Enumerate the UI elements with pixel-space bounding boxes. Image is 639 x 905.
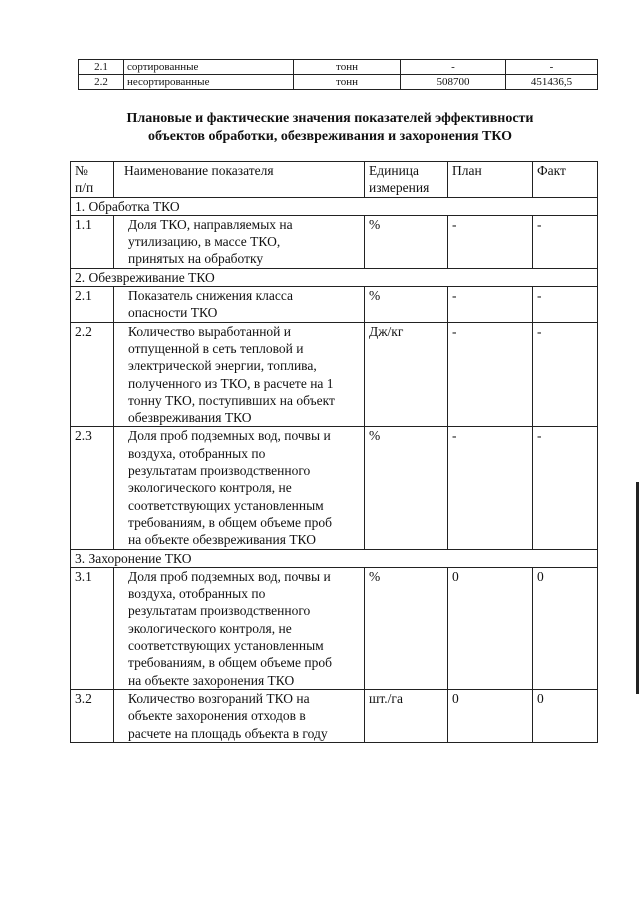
row-name: Количество выработанной и отпущенной в сеть тепловой и электрической энергии, топлива, полученного из ТКО, в расчете на 1 тонну ТКО, поступивших на объект обезвреживания ТКО (114, 322, 365, 427)
row-fact: - (533, 427, 598, 549)
section-heading: 1. Обработка ТКО (71, 197, 598, 215)
row-plan: - (401, 60, 506, 75)
section-heading: 3. Захоронение ТКО (71, 549, 598, 567)
section-title (60, 110, 600, 146)
row-unit: % (365, 567, 448, 689)
table-row (79, 75, 598, 90)
row-number: 2.2 (71, 322, 114, 427)
row-plan: - (448, 427, 533, 549)
row-number: 2.1 (71, 287, 114, 323)
row-number: 2.1 (79, 60, 124, 75)
row-plan: - (448, 287, 533, 323)
row-name: Доля ТКО, направляемых на утилизацию, в массе ТКО, принятых на обработку (114, 215, 365, 268)
table-row (71, 215, 598, 268)
table-row (71, 322, 598, 427)
row-fact: - (533, 322, 598, 427)
row-number: 1.1 (71, 215, 114, 268)
row-plan: - (448, 215, 533, 268)
row-name: Количество возгораний ТКО на объекте захоронения отходов в расчете на площадь объекта в году (114, 689, 365, 742)
row-unit: % (365, 287, 448, 323)
header-name: Наименование показателя (114, 162, 365, 198)
row-name: Доля проб подземных вод, почвы и воздуха, отобранных по результатам производственного экологического контроля, не соответствующих установленным требованиям, в общем объеме проб на объекте захоронения ТКО (114, 567, 365, 689)
table-row (79, 60, 598, 75)
row-fact: - (506, 60, 598, 75)
table-row (71, 689, 598, 742)
row-plan: - (448, 322, 533, 427)
row-unit: тонн (294, 75, 401, 90)
row-name: Показатель снижения класса опасности ТКО (114, 287, 365, 323)
row-unit: % (365, 215, 448, 268)
row-unit: % (365, 427, 448, 549)
table-row (71, 427, 598, 549)
table-row (71, 287, 598, 323)
row-name: сортированные (124, 60, 294, 75)
table-header-row (71, 162, 598, 198)
row-plan: 0 (448, 689, 533, 742)
row-name: Доля проб подземных вод, почвы и воздуха, отобранных по результатам производственного экологического контроля, не соответствующих установленным требованиям, в общем объеме проб на объекте обезвреживания ТКО (114, 427, 365, 549)
header-num: № п/п (71, 162, 114, 198)
section-title-line: Плановые и фактические значения показателей эффективности (126, 111, 534, 126)
row-unit: Дж/кг (365, 322, 448, 427)
previous-table-fragment (78, 59, 598, 90)
row-unit: шт./га (365, 689, 448, 742)
table-row (71, 567, 598, 689)
section-row (71, 549, 598, 567)
row-fact: 451436,5 (506, 75, 598, 90)
row-number: 2.3 (71, 427, 114, 549)
indicators-table (70, 161, 598, 743)
row-name: несортированные (124, 75, 294, 90)
row-number: 3.1 (71, 567, 114, 689)
row-number: 3.2 (71, 689, 114, 742)
row-fact: 0 (533, 689, 598, 742)
row-fact: - (533, 287, 598, 323)
section-heading: 2. Обезвреживание ТКО (71, 268, 598, 286)
header-unit: Единица измерения (365, 162, 448, 198)
row-fact: 0 (533, 567, 598, 689)
row-plan: 0 (448, 567, 533, 689)
header-plan: План (448, 162, 533, 198)
section-row (71, 268, 598, 286)
row-plan: 508700 (401, 75, 506, 90)
section-title-line: объектов обработки, обезвреживания и захоронения ТКО (147, 129, 513, 144)
row-fact: - (533, 215, 598, 268)
header-fact: Факт (533, 162, 598, 198)
row-number: 2.2 (79, 75, 124, 90)
row-unit: тонн (294, 60, 401, 75)
section-row (71, 197, 598, 215)
